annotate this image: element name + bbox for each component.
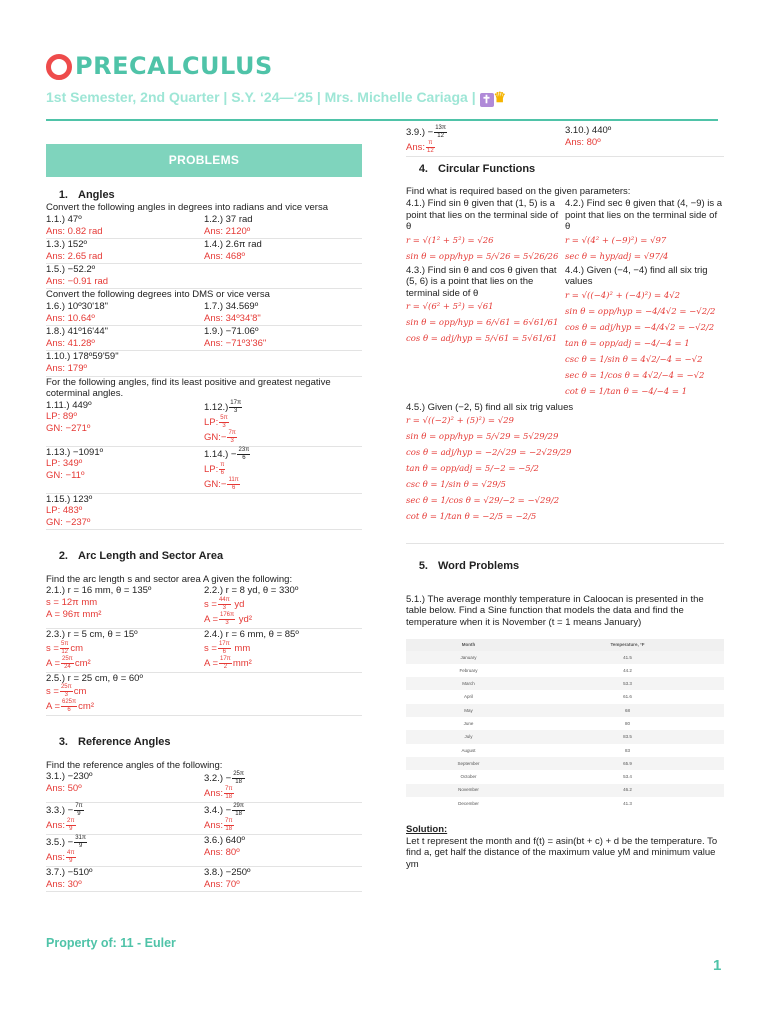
subtitle-text: 1st Semester, 2nd Quarter | S.Y. ‘24—‘25 | Mrs. Michelle Cariaga | [46,89,476,105]
problem-cell [204,301,362,325]
table-cell: 80 [625,720,631,726]
problem-row: 1.11.) 449º LP: 89º GN: −271º 1.12.) $\frac{17\pi}{3}$ LP: $\frac{5\pi}{3}$ GN:− $\frac{7\pi}{3}$ [46,400,362,447]
table-row [406,717,724,730]
reference-intro: Find the reference angles of the following: [46,759,223,771]
problem-row: 3.5.) − $\frac{31\pi}{9}$ Ans: $\frac{4\pi}{9}$ 3.6.) 640º Ans: 80º [46,835,362,867]
math-line: tan θ = opp/adj = −4/−4 = 1 [565,338,690,349]
problem-row: 4.1.) Find sin θ given that (1, 5) is a point that lies on the terminal side of θ r = √(1² + 5²) = √26 sin θ = opp/hyp = 5/√26 = 5√26/26 4.2.) Find sec θ given that (4, −9) is a point that lies on the terminal side of θ r = √(4² + (−9)²) = √97 sec θ = hyp/adj = √97/4 [406,198,724,265]
cross-emoji-icon: ✝ [480,93,494,107]
problem-question: 1.1.) 47º [46,213,82,225]
table-cell: February [459,667,478,673]
problem-cell [46,326,204,350]
math-line: sin θ = opp/hyp = 5/√29 = 5√29/29 [406,432,559,443]
math-line: cos θ = adj/hyp = −2/√29 = −2√29/29 [406,448,572,459]
problem-answer: Ans: 2.65 rad [46,250,103,262]
table-row [406,744,724,757]
table-header: Month [406,639,531,651]
table-row [406,770,724,783]
table-row [406,651,724,664]
problem-answer: Ans: 468º [204,250,245,262]
math-line: sec θ = hyp/adj = √97/4 [565,251,669,262]
math-line: cot θ = 1/tan θ = −4/−4 = 1 [565,386,688,397]
problem-row: 1.13.) −1091º LP: 349º GN: −11º 1.14.) − $\frac{23\pi}{6}$ LP: $\frac{\pi}{6}$ GN:− $\frac{11\pi}{6}$ [46,447,362,494]
problem-question: 1.4.) 2.6π rad [204,239,262,251]
table-row [406,784,724,797]
document-title [46,52,273,81]
table-cell: 53.4 [623,774,632,780]
math-line: csc θ = 1/sin θ = √29/5 [406,480,506,491]
math-line: r = √((−2)² + (5)²) = √29 [406,416,514,427]
problem-cell [46,214,204,238]
problem-cell [204,326,362,350]
table-row [406,730,724,743]
math-line: sin θ = opp/hyp = 6/√61 = 6√61/61 [406,318,559,329]
solution-label: Solution: [406,824,448,836]
solution-text: Let t represent the month and f(t) = asin(bt + c) + d be the temperature. To find a, get half the distance of the maximum value yM and minimum value ym [406,835,718,870]
problem-question: 1.5.) −52.2º [46,264,96,276]
problem-cell [46,351,204,375]
table-cell: April [464,694,474,700]
header-divider [46,119,718,121]
table-cell: May [406,704,531,717]
math-line: r = √(4² + (−9)²) = √97 [565,235,667,246]
problem-answer: Ans: 34º34'8" [204,312,261,324]
table-cell: November [406,784,531,797]
math-line: cos θ = adj/hyp = 5/√61 = 5√61/61 [406,334,558,345]
problem-answer: Ans: 2120º [204,225,251,237]
table-cell: 83.5 [531,730,724,743]
section-reference-heading: 3. Reference Angles [58,736,171,749]
table-cell: July [406,730,531,743]
section-circular-heading: 4. Circular Functions [418,163,536,175]
table-cell: 61.6 [623,694,632,700]
problem-row: 3.7.) −510º Ans: 30º 3.8.) −250º Ans: 70º [46,867,362,892]
solution-m43 [406,299,561,347]
problem-question: 1.8.) 41º16'44" [46,326,109,338]
table-row [406,704,724,717]
problem-answer: Ans: −71º3'36" [204,337,267,349]
problem-row: 2.5.) r = 25 cm, θ = 60º s = $\frac{25\pi}{3}$ cm A = $\frac{625\pi}{6}$ cm² [46,673,362,717]
problem-question: 1.2.) 37 rad [204,213,253,225]
solution-m44 [565,288,724,400]
problem-row [46,264,362,289]
problem-answer: Ans: 41.28º [46,337,95,349]
problem-row: 2.3.) r = 5 cm, θ = 15º s = $\frac{5\pi}{12}$ cm A = $\frac{25\pi}{24}$ cm² 2.4.) r = 6 mm, θ = 85º s = $\frac{17\pi}{6}$ mm A = $\frac{17\pi}{2}$ mm² [46,629,362,673]
table-cell: 41.5 [531,651,724,664]
problem-row [46,239,362,264]
solution-m42 [565,233,724,265]
angles-intro-2: Convert the following degrees into DMS or vice versa [46,289,270,301]
document-subtitle [46,89,506,107]
table-cell: October [460,774,477,780]
angles-intro-3: For the following angles, find its least positive and greatest negative coterminal angles. [46,376,331,400]
right-column [406,125,724,870]
angles-intro-1: Convert the following angles in degrees into radians and vice versa [46,202,328,214]
problem-answer: Ans: 10.64º [46,312,95,324]
table-cell: December [458,800,479,806]
section-arc-heading: 2. Arc Length and Sector Area [58,550,224,563]
footer-owner: Property of: 11 - Euler [46,936,176,950]
table-cell: 53.3 [531,677,724,690]
problem-cell [204,264,362,288]
angles-conversion-list [46,214,362,289]
problem-row: 2.1.) r = 16 mm, θ = 135º s = 12π mm A = 96π mm² 2.2.) r = 8 yd, θ = 330º s = $\frac{44\pi}{3}$ yd A = $\frac{176\pi}{3}$ yd² [46,585,362,629]
math-line: r = √((−4)² + (−4)²) = 4√2 [565,290,681,301]
math-line: sec θ = 1/cos θ = 4√2/−4 = −√2 [565,370,705,381]
table-cell: 68 [531,704,724,717]
problem-question: 1.9.) −71.06º [204,326,259,338]
left-column [46,144,362,892]
problem-row: 4.3.) Find sin θ and cos θ given that (5, 6) is a point that lies on the terminal side of θ r = √(6² + 5²) = √61 sin θ = opp/hyp = 6/√61 = 6√61/61 cos θ = adj/hyp = 5/√61 = 5√61/61 4.4.) Given (−4, −4) find all six trig values r = √((−4)² + (−4)²) = 4√2 sin θ = opp/hyp = −4/4√2 = −√2/2 cos θ = adj/hyp = −4/4√2 = −√2/2 tan θ = opp/adj = −4/−4 = 1 csc θ = 1/sin θ = 4√2/−4 = −√2 sec θ = 1/cos θ = 4√2/−4 = −√2 cot θ = 1/tan θ = −4/−4 = 1 [406,265,724,400]
math-line: sec θ = 1/cos θ = √29/−2 = −√29/2 [406,496,560,507]
problem-answer: Ans: 0.82 rad [46,225,103,237]
word-problem-text: 5.1.) The average monthly temperature in Caloocan is presented in the table below. Find a Sine function that models the data and find the temperature when it is November (t = 1 means January) [406,593,704,629]
table-cell: September [406,757,531,770]
table-cell: 83 [625,747,631,753]
circular-intro: Find what is required based on the given parameters: [406,186,631,198]
solution-m41 [406,233,561,265]
circle-logo-icon [46,54,72,80]
problem-cell [46,239,204,263]
problem-row [46,301,362,326]
problem-cell [204,214,362,238]
temperature-table [406,639,724,811]
table-cell: August [461,747,476,753]
arc-intro: Find the arc length s and sector area A given the following: [46,573,293,585]
problem-question: 1.10.) 178º59'59" [46,351,119,363]
problem-question: 1.6.) 10º30'18" [46,301,109,313]
problem-cell [204,351,362,375]
problems-banner: PROBLEMS [46,144,362,177]
table-cell: 44.2 [623,667,632,673]
problem-question: 1.3.) 152º [46,239,87,251]
math-line: tan θ = opp/adj = 5/−2 = −5/2 [406,464,539,475]
problem-row [46,214,362,239]
table-row [406,664,724,677]
math-line: sin θ = opp/hyp = 5/√26 = 5√26/26 [406,251,559,262]
table-cell: March [406,677,531,690]
problem-question: 1.7.) 34.569º [204,301,259,313]
section-angles-heading: 1. Angles [58,189,115,201]
problem-row: 1.15.) 123º LP: 483º GN: −237º [46,494,362,531]
problem-row: 3.9.) − $\frac{13\pi}{12}$ Ans: $\frac{\pi}{12}$ 3.10.) 440º Ans: 80º [406,125,724,157]
problem-answer: Ans: −0.91 rad [46,275,109,287]
table-row [406,677,724,690]
math-line: r = √(1² + 5²) = √26 [406,235,494,246]
table-cell: 65.9 [531,757,724,770]
math-line: r = √(6² + 5²) = √61 [406,302,494,313]
table-row [406,757,724,770]
page-number: 1 [713,957,722,974]
solution-m45 [406,413,724,525]
crown-emoji-icon: ♛ [493,89,507,105]
problem-row [46,326,362,351]
problem-row: 3.3.) − $\frac{7\pi}{9}$ Ans: $\frac{2\pi}{9}$ 3.4.) − $\frac{29\pi}{18}$ Ans: $\frac{7\pi}{18}$ [46,803,362,835]
problem-cell [46,264,204,288]
problem-answer: Ans: 179º [46,362,87,374]
title-text: PRECALCULUS [75,52,273,80]
table-row [406,797,724,810]
table-row [406,690,724,703]
section-word-heading: 5. Word Problems [406,543,724,573]
math-line: sin θ = opp/hyp = −4/4√2 = −√2/2 [565,306,716,317]
table-cell: 46.2 [531,784,724,797]
problem-row [46,351,362,376]
math-line: cos θ = adj/hyp = −4/4√2 = −√2/2 [565,322,715,333]
table-cell: 41.3 [623,800,632,806]
math-line: cot θ = 1/tan θ = −2/5 = −2/5 [406,512,537,523]
problem-row: 4.5.) Given (−2, 5) find all six trig values r = √((−2)² + (5)²) = √29 sin θ = opp/hyp = 5/√29 = 5√29/29 cos θ = adj/hyp = −2/√29 = −2√29/29 tan θ = opp/adj = 5/−2 = −5/2 csc θ = 1/sin θ = √29/5 sec θ = 1/cos θ = √29/−2 = −√29/2 cot θ = 1/tan θ = −2/5 = −2/5 [406,402,724,526]
table-cell: January [406,651,531,664]
angles-dms-list [46,301,362,376]
problem-cell [204,239,362,263]
problem-cell [46,301,204,325]
table-cell: June [463,720,474,726]
table-header: Temperature, °F [531,639,724,651]
problem-row: 3.1.) −230º Ans: 50º 3.2.) − $\frac{25\pi}{18}$ Ans: $\frac{7\pi}{18}$ [46,771,362,803]
math-line: csc θ = 1/sin θ = 4√2/−4 = −√2 [565,354,703,365]
